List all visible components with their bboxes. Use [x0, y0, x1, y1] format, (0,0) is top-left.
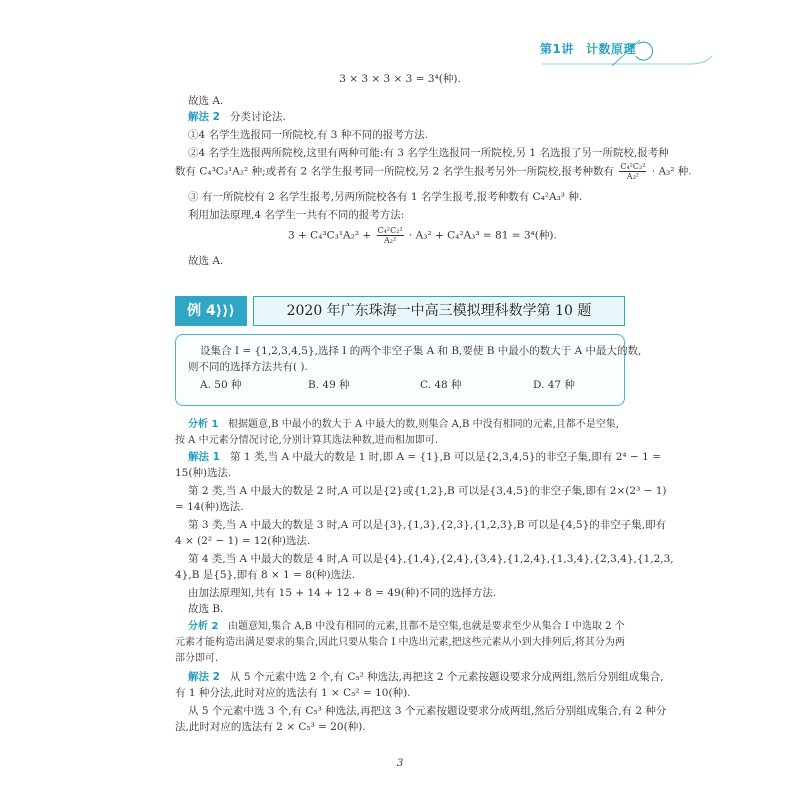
big-formula-b: · A₃² + C₄²A₃³ = 81 = 3⁴(种). — [408, 229, 557, 242]
method2-tag: 解法 2 — [188, 111, 220, 123]
analysis1-line2: 按 A 中元素分情况讨论,分别计算其选法种数,进而相加即可. — [175, 435, 439, 446]
example-title: 2020 年广东珠海一中高三模拟理科数学第 10 题 — [253, 296, 625, 326]
option-d: D. 47 种 — [533, 379, 575, 391]
solution2-p1-line2: 有 1 种分法,此时对应的选法有 1 × C₅² = 10(种). — [175, 687, 411, 699]
header-decoration — [540, 38, 770, 68]
solution2-p1-line1: 从 5 个元素中选 2 个,有 C₅² 种选法,再把这 2 个元素按题设要求分成两组,然后分别组成集合, — [229, 671, 664, 683]
page-number: 3 — [396, 758, 404, 769]
solution1-c3-line2: 4 × (2² − 1) = 12(种)选法. — [175, 535, 311, 547]
big-formula — [288, 226, 557, 245]
solution1-c2-line1: 第 2 类,当 A 中最大的数是 2 时,A 可以是{2}或{1,2},B 可以是{3,4,5}的非空子集,即有 2×(2³ − 1) — [188, 485, 667, 497]
solution1-c4-line1: 第 4 类,当 A 中最大的数是 4 时,A 可以是{4},{1,4},{2,4},{3,4},{1,2,4},{1,3,4},{2,3,4},{1,2,3, — [188, 553, 674, 565]
analysis2-line2: 元素才能构造出满足要求的集合,因此只要从集合 I 中选出元素,把这些元素从小到大排列后,将其分为两 — [175, 637, 625, 648]
problem-line1: 设集合 I = {1,2,3,4,5},选择 I 的两个非空子集 A 和 B,要使 B 中最小的数大于 A 中最大的数, — [200, 345, 642, 357]
solution2-line1 — [188, 670, 664, 684]
header-lecture: 第1讲 — [540, 42, 574, 56]
solution1-line1 — [188, 450, 661, 464]
solution1-c1-line1: 第 1 类,当 A 中最大的数是 1 时,即 A = {1},B 可以是{2,3,4,5}的非空子集,即有 2⁴ − 1 = — [229, 451, 661, 463]
analysis1-tag: 分析 1 — [188, 419, 219, 430]
case2-line1: ②4 名学生选报两所院校,这里有两种可能:有 3 名学生选报同一所院校,另 1 名选报了另一所院校,报考种 — [188, 147, 669, 159]
big-formula-a: 3 + C₄³C₃¹A₂² + — [288, 229, 372, 242]
solution1-total: 由加法原理知,共有 15 + 14 + 12 + 8 = 49(种)不同的选择方法. — [188, 587, 497, 599]
case3-line: ③ 有一所院校有 2 名学生报考,另两所院校各有 1 名学生报考,报考种数有 C₄²A₃³ 种. — [188, 191, 583, 203]
option-c: C. 48 种 — [420, 379, 462, 391]
case1-line: ①4 名学生选报同一所院校,有 3 种不同的报考方法. — [188, 129, 429, 141]
analysis2-line3: 部分即可. — [175, 653, 219, 664]
big-fraction-numerator: C₄²C₂² — [377, 226, 403, 235]
solution1-tag: 解法 1 — [188, 451, 220, 463]
solution2-p2-line2: 法,此时对应的选法有 2 × C₅³ = 20(种). — [175, 721, 366, 733]
header-topic: 计数原理 — [586, 42, 637, 56]
solution1-c3-line1: 第 3 类,当 A 中最大的数是 3 时,A 可以是{3},{1,3},{2,3},{1,2,3},B 可以是{4,5}的非空子集,即有 — [188, 519, 667, 531]
case2-fraction — [619, 162, 646, 181]
choose-b: 故选 B. — [188, 603, 224, 615]
formula-line: 3 × 3 × 3 × 3 = 3⁴(种). — [339, 73, 461, 85]
method2-text: 分类讨论法. — [229, 111, 286, 123]
analysis1-line1 — [188, 418, 619, 432]
solution2-tag: 解法 2 — [188, 671, 220, 683]
choose-a-1: 故选 A. — [188, 95, 224, 107]
solution1-c1-line2: 15(种)选法. — [175, 467, 232, 479]
big-fraction-denominator: A₂² — [383, 236, 397, 245]
problem-line2: 则不同的选择方法共有( ). — [188, 361, 308, 373]
page-header — [540, 38, 770, 68]
summary-line: 利用加法原理,4 名学生一共有不同的报考方法: — [188, 209, 405, 221]
solution1-c2-line2: = 14(种)选法. — [175, 501, 244, 513]
solution2-p2-line1: 从 5 个元素中选 3 个,有 C₅³ 种选法,再把这 3 个元素按题设要求分成两组,然后分别组成集合,有 2 种分 — [188, 705, 667, 717]
method2-line — [188, 110, 286, 124]
analysis2-line1 — [188, 620, 625, 634]
case2-line2 — [175, 162, 692, 181]
analysis1-text1: 根据题意,B 中最小的数大于 A 中最大的数,则集合 A,B 中没有相同的元素,且都不是空集, — [228, 419, 619, 430]
case2-fraction-numerator: C₄²C₂² — [620, 162, 646, 171]
solution1-c4-line2: 4},B 是{5},即有 8 × 1 = 8(种)选法. — [175, 569, 355, 581]
example-banner — [175, 296, 623, 326]
case2-fraction-denominator: A₂² — [626, 172, 639, 181]
choose-a-2: 故选 A. — [188, 255, 224, 267]
option-a: A. 50 种 — [200, 379, 242, 391]
case2-text-a: 数有 C₄³C₃¹A₂² 种;或者有 2 名学生报考同一所院校,另 2 名学生报考另外一所院校,报考种数有 — [175, 165, 615, 178]
analysis2-tag: 分析 2 — [188, 621, 219, 632]
analysis2-text1: 由题意知,集合 A,B 中没有相同的元素,且都不是空集,也就是要求至少从集合 I 中选取 2 个 — [228, 621, 625, 632]
option-b: B. 49 种 — [308, 379, 350, 391]
example-label: 例 4⟩⟩⟩ — [175, 296, 247, 326]
big-formula-fraction — [377, 226, 404, 245]
case2-text-b: · A₃² 种. — [651, 165, 692, 178]
